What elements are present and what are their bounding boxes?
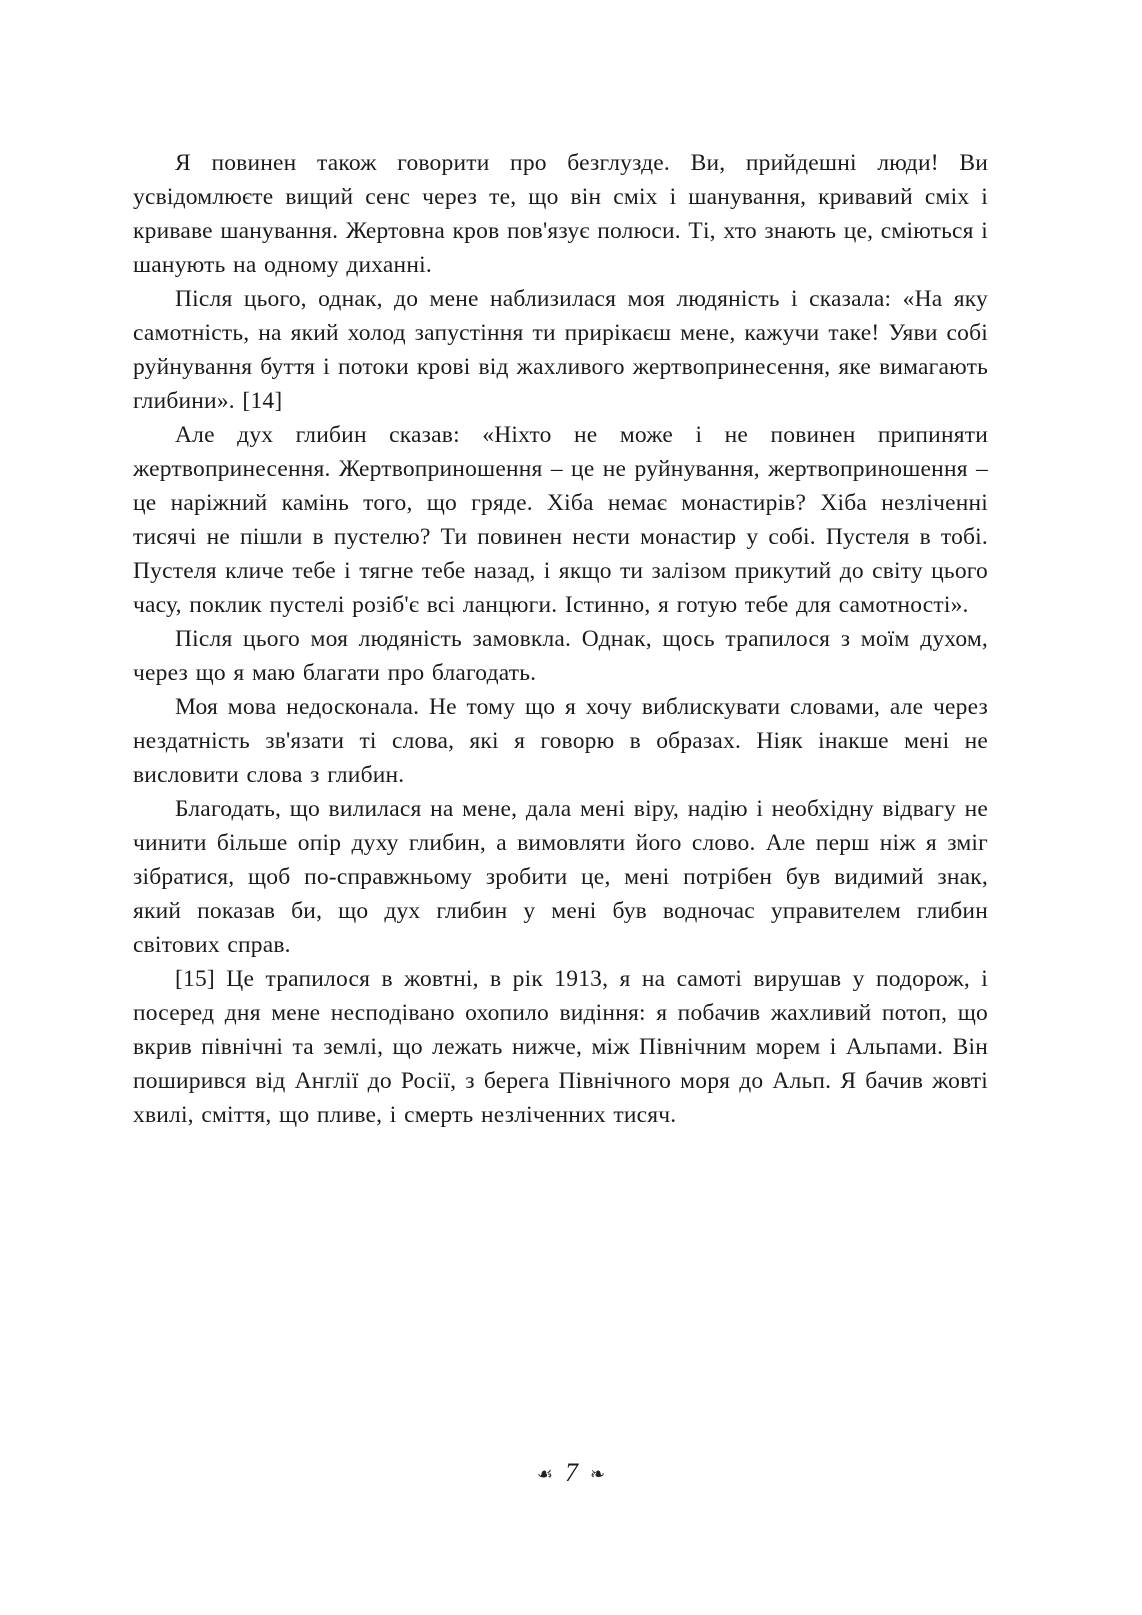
paragraph-4: Після цього моя людяність замовкла. Однак, щось трапилося з моїм духом, через що я маю благати про благодать. xyxy=(133,626,988,686)
paragraph-7: [15] Це трапилося в жовтні, в рік 1913, я на самоті вирушав у подорож, і посеред дня мене несподівано охопило видіння: я побачив жахливий потоп, що вкрив північні та землі, що лежать нижче, між Північним морем і Альпами. Він поширився від Англії до Росії, з берега Північного моря до Альп. Я бачив жовті хвилі, сміття, що пливе, і смерть незліченних тисяч. xyxy=(133,966,988,1128)
page-footer xyxy=(0,1458,1142,1488)
paragraph-6: Благодать, що вилилася на мене, дала мені віру, надію і необхідну відвагу не чинити більше опір духу глибин, а вимовляти його слово. Але перш ніж я зміг зібратися, щоб по-справжньому зробити це, мені потрібен був видимий знак, який показав би, що дух глибин у мені був водночас управителем глибин світових справ. xyxy=(133,796,988,958)
page-number: 7 xyxy=(565,1458,579,1487)
paragraph-3: Але дух глибин сказав: «Ніхто не може і не повинен припиняти жертвопринесення. Жертвоприношення – це не руйнування, жертвоприношення – це наріжний камінь того, що гряде. Хіба немає монастирів? Хіба незліченні тисячі не пішли в пустелю? Ти повинен нести монастир у собі. Пустеля в тобі. Пустеля кличе тебе і тягне тебе назад, і якщо ти залізом прикутий до світу цього часу, поклик пустелі розіб'є всі ланцюги. Істинно, я готую тебе для самотності». xyxy=(133,422,988,618)
paragraph-2: Після цього, однак, до мене наблизилася моя людяність і сказала: «На яку самотність, на який холод запустіння ти прирікаєш мене, кажучи таке! Уяви собі руйнування буття і потоки крові від жахливого жертвопринесення, яке вимагають глибини». [14] xyxy=(133,286,988,414)
left-flourish-icon: ☙ xyxy=(536,1463,554,1485)
book-page-text xyxy=(133,146,988,1132)
right-flourish-icon: ❧ xyxy=(590,1463,606,1485)
paragraph-5: Моя мова недосконала. Не тому що я хочу виблискувати словами, але через нездатність зв'язати ті слова, які я говорю в образах. Ніяк інакше мені не висловити слова з глибин. xyxy=(133,694,988,788)
paragraph-1: Я повинен також говорити про безглузде. Ви, прийдешні люди! Ви усвідомлюєте вищий сенс через те, що він сміх і шанування, кривавий сміх і криваве шанування. Жертовна кров пов'язує полюси. Ті, хто знають це, сміються і шанують на одному диханні. xyxy=(133,150,988,278)
